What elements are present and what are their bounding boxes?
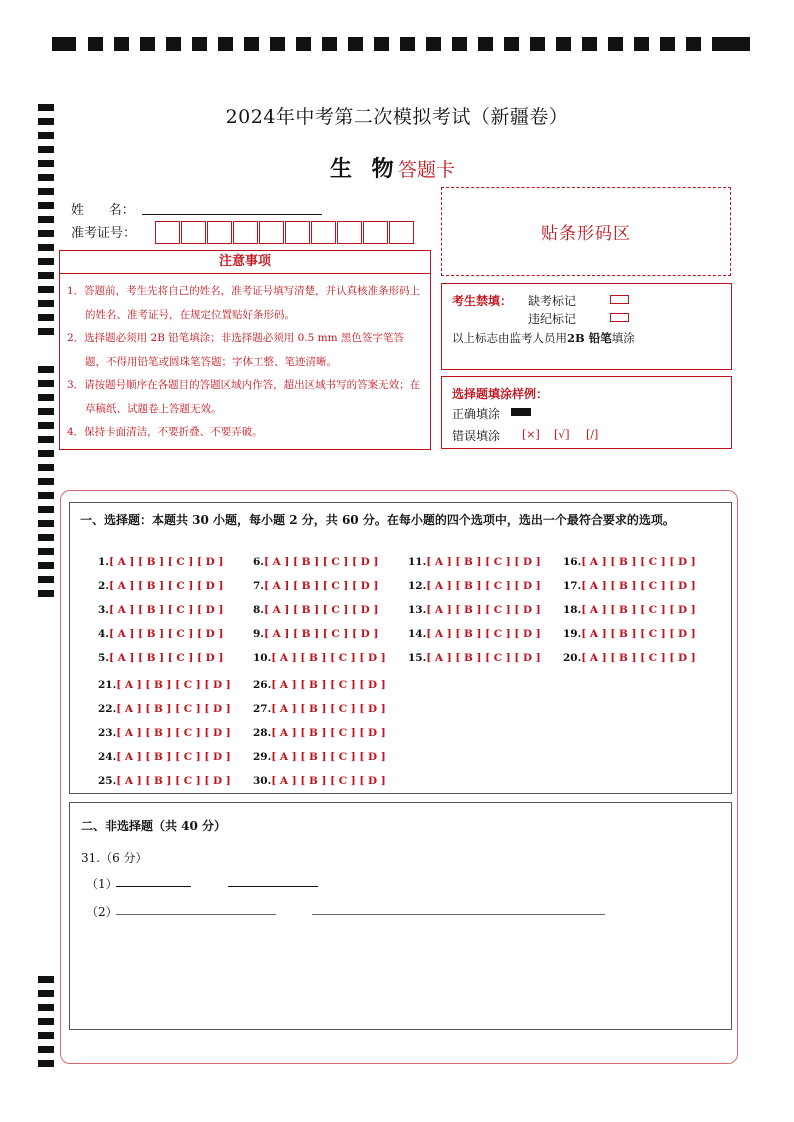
question-number: 23. [98, 727, 117, 739]
notice-item: 4．保持卡面清洁，不要折叠、不要弄破。 [67, 426, 263, 438]
timing-marks-top [52, 37, 750, 51]
question-number: 12. [408, 580, 427, 592]
question-27-choices[interactable] [253, 703, 386, 715]
question-9-choices[interactable] [253, 628, 378, 640]
question-number: 14. [408, 628, 427, 640]
question-number: 10. [253, 652, 272, 664]
question-29-choices[interactable] [253, 751, 386, 763]
option-bubbles[interactable]: [ A ] [ B ] [ C ] [ D ] [108, 556, 224, 568]
option-bubbles[interactable]: [ A ] [ B ] [ C ] [ D ] [263, 580, 379, 592]
question-7-choices[interactable] [253, 580, 378, 592]
question-number: 25. [98, 775, 117, 787]
question-number: 9. [253, 628, 264, 640]
question-number: 13. [408, 604, 427, 616]
option-bubbles[interactable]: [ A ] [ B ] [ C ] [ D ] [271, 703, 386, 715]
answer-card-label: 答题卡 [398, 159, 456, 181]
question-number: 20. [563, 652, 582, 664]
question-23-choices[interactable] [98, 727, 231, 739]
question-13-choices[interactable] [408, 604, 541, 616]
option-bubbles[interactable]: [ A ] [ B ] [ C ] [ D ] [426, 580, 541, 592]
option-bubbles[interactable]: [ A ] [ B ] [ C ] [ D ] [271, 652, 386, 664]
question-6-choices[interactable] [253, 556, 378, 568]
non-choice-section [69, 802, 732, 1030]
option-bubbles[interactable]: [ A ] [ B ] [ C ] [ D ] [263, 604, 379, 616]
question-16-choices[interactable] [563, 556, 696, 568]
question-number: 2. [98, 580, 109, 592]
question-20-choices[interactable] [563, 652, 696, 664]
option-bubbles[interactable]: [ A ] [ B ] [ C ] [ D ] [116, 727, 231, 739]
correct-fill-sample [511, 408, 531, 416]
question-number: 26. [253, 679, 272, 691]
non-choice-heading: 二、非选择题（共 40 分） [81, 819, 227, 833]
option-bubbles[interactable]: [ A ] [ B ] [ C ] [ D ] [426, 628, 541, 640]
question-5-choices[interactable] [98, 652, 223, 664]
name-label: 姓 名： [71, 203, 135, 218]
option-bubbles[interactable]: [ A ] [ B ] [ C ] [ D ] [116, 775, 231, 787]
forbidden-note-suffix: 填涂 [611, 331, 635, 345]
question-number: 21. [98, 679, 117, 691]
forbidden-note-bold: 2B 铅笔 [567, 331, 612, 345]
question-26-choices[interactable] [253, 679, 386, 691]
question-number: 27. [253, 703, 272, 715]
example-label: 选择题填涂样例： [452, 387, 549, 401]
option-bubbles[interactable]: [ A ] [ B ] [ C ] [ D ] [263, 628, 379, 640]
absent-mark-label: 缺考标记 [528, 294, 577, 308]
question-number: 7. [253, 580, 264, 592]
option-bubbles[interactable]: [ A ] [ B ] [ C ] [ D ] [108, 628, 224, 640]
option-bubbles[interactable]: [ A ] [ B ] [ C ] [ D ] [263, 556, 379, 568]
violation-mark-label: 违纪标记 [528, 312, 577, 326]
question-number: 24. [98, 751, 117, 763]
question-number: 29. [253, 751, 272, 763]
absent-mark-box[interactable] [610, 295, 629, 304]
option-bubbles[interactable]: [ A ] [ B ] [ C ] [ D ] [581, 580, 696, 592]
question-number: 28. [253, 727, 272, 739]
option-bubbles[interactable]: [ A ] [ B ] [ C ] [ D ] [426, 556, 541, 568]
question-number: 4. [98, 628, 109, 640]
question-number: 15. [408, 652, 427, 664]
name-field[interactable] [142, 214, 322, 215]
question-24-choices[interactable] [98, 751, 231, 763]
question-22-choices[interactable] [98, 703, 231, 715]
question-number: 5. [98, 652, 109, 664]
question-12-choices[interactable] [408, 580, 541, 592]
question-10-choices[interactable] [253, 652, 386, 664]
notice-item: 1．答题前，考生先将自己的姓名，准考证号填写清楚，并认真核准条形码上的姓名、准考证号，在规定位置贴好条形码。 [67, 285, 421, 321]
question-14-choices[interactable] [408, 628, 541, 640]
question-number: 17. [563, 580, 582, 592]
forbidden-label: 考生禁填： [452, 294, 513, 308]
q31-sub1-label: （1） [86, 877, 118, 891]
option-bubbles[interactable]: [ A ] [ B ] [ C ] [ D ] [426, 604, 541, 616]
question-15-choices[interactable] [408, 652, 541, 664]
wrong-mark-cross: [×] [522, 428, 540, 441]
question-number: 30. [253, 775, 272, 787]
wrong-fill-label: 错误填涂 [452, 429, 501, 443]
q31-label: 31.（6 分） [81, 851, 148, 865]
question-number: 16. [563, 556, 582, 568]
question-19-choices[interactable] [563, 628, 696, 640]
option-bubbles[interactable]: [ A ] [ B ] [ C ] [ D ] [581, 652, 696, 664]
option-bubbles[interactable]: [ A ] [ B ] [ C ] [ D ] [116, 703, 231, 715]
option-bubbles[interactable]: [ A ] [ B ] [ C ] [ D ] [271, 751, 386, 763]
option-bubbles[interactable]: [ A ] [ B ] [ C ] [ D ] [581, 556, 696, 568]
question-8-choices[interactable] [253, 604, 378, 616]
exam-id-boxes[interactable] [155, 221, 415, 244]
option-bubbles[interactable]: [ A ] [ B ] [ C ] [ D ] [271, 775, 386, 787]
option-bubbles[interactable]: [ A ] [ B ] [ C ] [ D ] [116, 751, 231, 763]
option-bubbles[interactable]: [ A ] [ B ] [ C ] [ D ] [108, 652, 224, 664]
option-bubbles[interactable]: [ A ] [ B ] [ C ] [ D ] [581, 604, 696, 616]
option-bubbles[interactable]: [ A ] [ B ] [ C ] [ D ] [271, 679, 386, 691]
forbidden-note-prefix: 以上标志由监考人员用 [452, 331, 567, 345]
question-number: 8. [253, 604, 264, 616]
q31-sub2-label: （2） [86, 905, 118, 919]
question-18-choices[interactable] [563, 604, 696, 616]
option-bubbles[interactable]: [ A ] [ B ] [ C ] [ D ] [108, 604, 224, 616]
option-bubbles[interactable]: [ A ] [ B ] [ C ] [ D ] [108, 580, 224, 592]
notice-heading: 注意事项 [60, 251, 430, 274]
exam-id-label: 准考证号： [71, 226, 137, 241]
notice-item: 3．请按题号顺序在各题目的答题区域内作答，超出区域书写的答案无效；在草稿纸、试题卷上答题无效。 [67, 379, 421, 415]
question-2-choices[interactable] [98, 580, 223, 592]
correct-fill-label: 正确填涂 [452, 407, 501, 421]
question-25-choices[interactable] [98, 775, 231, 787]
option-bubbles[interactable]: [ A ] [ B ] [ C ] [ D ] [426, 652, 541, 664]
question-28-choices[interactable] [253, 727, 386, 739]
question-number: 22. [98, 703, 117, 715]
barcode-label: 贴条形码区 [541, 224, 631, 244]
fill-example-panel [441, 376, 732, 449]
answer-blank[interactable] [228, 886, 318, 887]
question-number: 3. [98, 604, 109, 616]
question-21-choices[interactable] [98, 679, 231, 691]
question-number: 6. [253, 556, 264, 568]
violation-mark-box[interactable] [610, 313, 629, 322]
forbidden-panel [441, 283, 732, 370]
answer-blank[interactable] [116, 914, 276, 915]
choice-heading: 一、选择题：本题共 30 小题，每小题 2 分，共 60 分。在每小题的四个选项中，选出一个最符合要求的选项。 [80, 513, 675, 527]
question-4-choices[interactable] [98, 628, 223, 640]
option-bubbles[interactable]: [ A ] [ B ] [ C ] [ D ] [271, 727, 386, 739]
question-number: 1. [98, 556, 109, 568]
question-11-choices[interactable] [408, 556, 541, 568]
question-1-choices[interactable] [98, 556, 223, 568]
notice-item: 2．选择题必须用 2B 铅笔填涂；非选择题必须用 0.5 mm 黑色签字笔答题，不得用铅笔或圆珠笔答题；字体工整、笔迹清晰。 [67, 332, 404, 368]
question-number: 19. [563, 628, 582, 640]
question-number: 18. [563, 604, 582, 616]
question-number: 11. [408, 556, 427, 568]
forbidden-note [452, 330, 635, 346]
answer-blank[interactable] [312, 914, 605, 915]
option-bubbles[interactable]: [ A ] [ B ] [ C ] [ D ] [581, 628, 696, 640]
question-30-choices[interactable] [253, 775, 386, 787]
subject-name: 生 物 [330, 156, 400, 182]
wrong-mark-check: [√] [554, 428, 570, 441]
exam-title: 2024年中考第二次模拟考试（新疆卷） [225, 106, 569, 128]
notice-panel [59, 250, 431, 450]
answer-blank[interactable] [116, 886, 191, 887]
barcode-area [441, 187, 731, 276]
question-17-choices[interactable] [563, 580, 696, 592]
question-3-choices[interactable] [98, 604, 223, 616]
wrong-mark-slash: [/] [586, 428, 599, 441]
option-bubbles[interactable]: [ A ] [ B ] [ C ] [ D ] [116, 679, 231, 691]
